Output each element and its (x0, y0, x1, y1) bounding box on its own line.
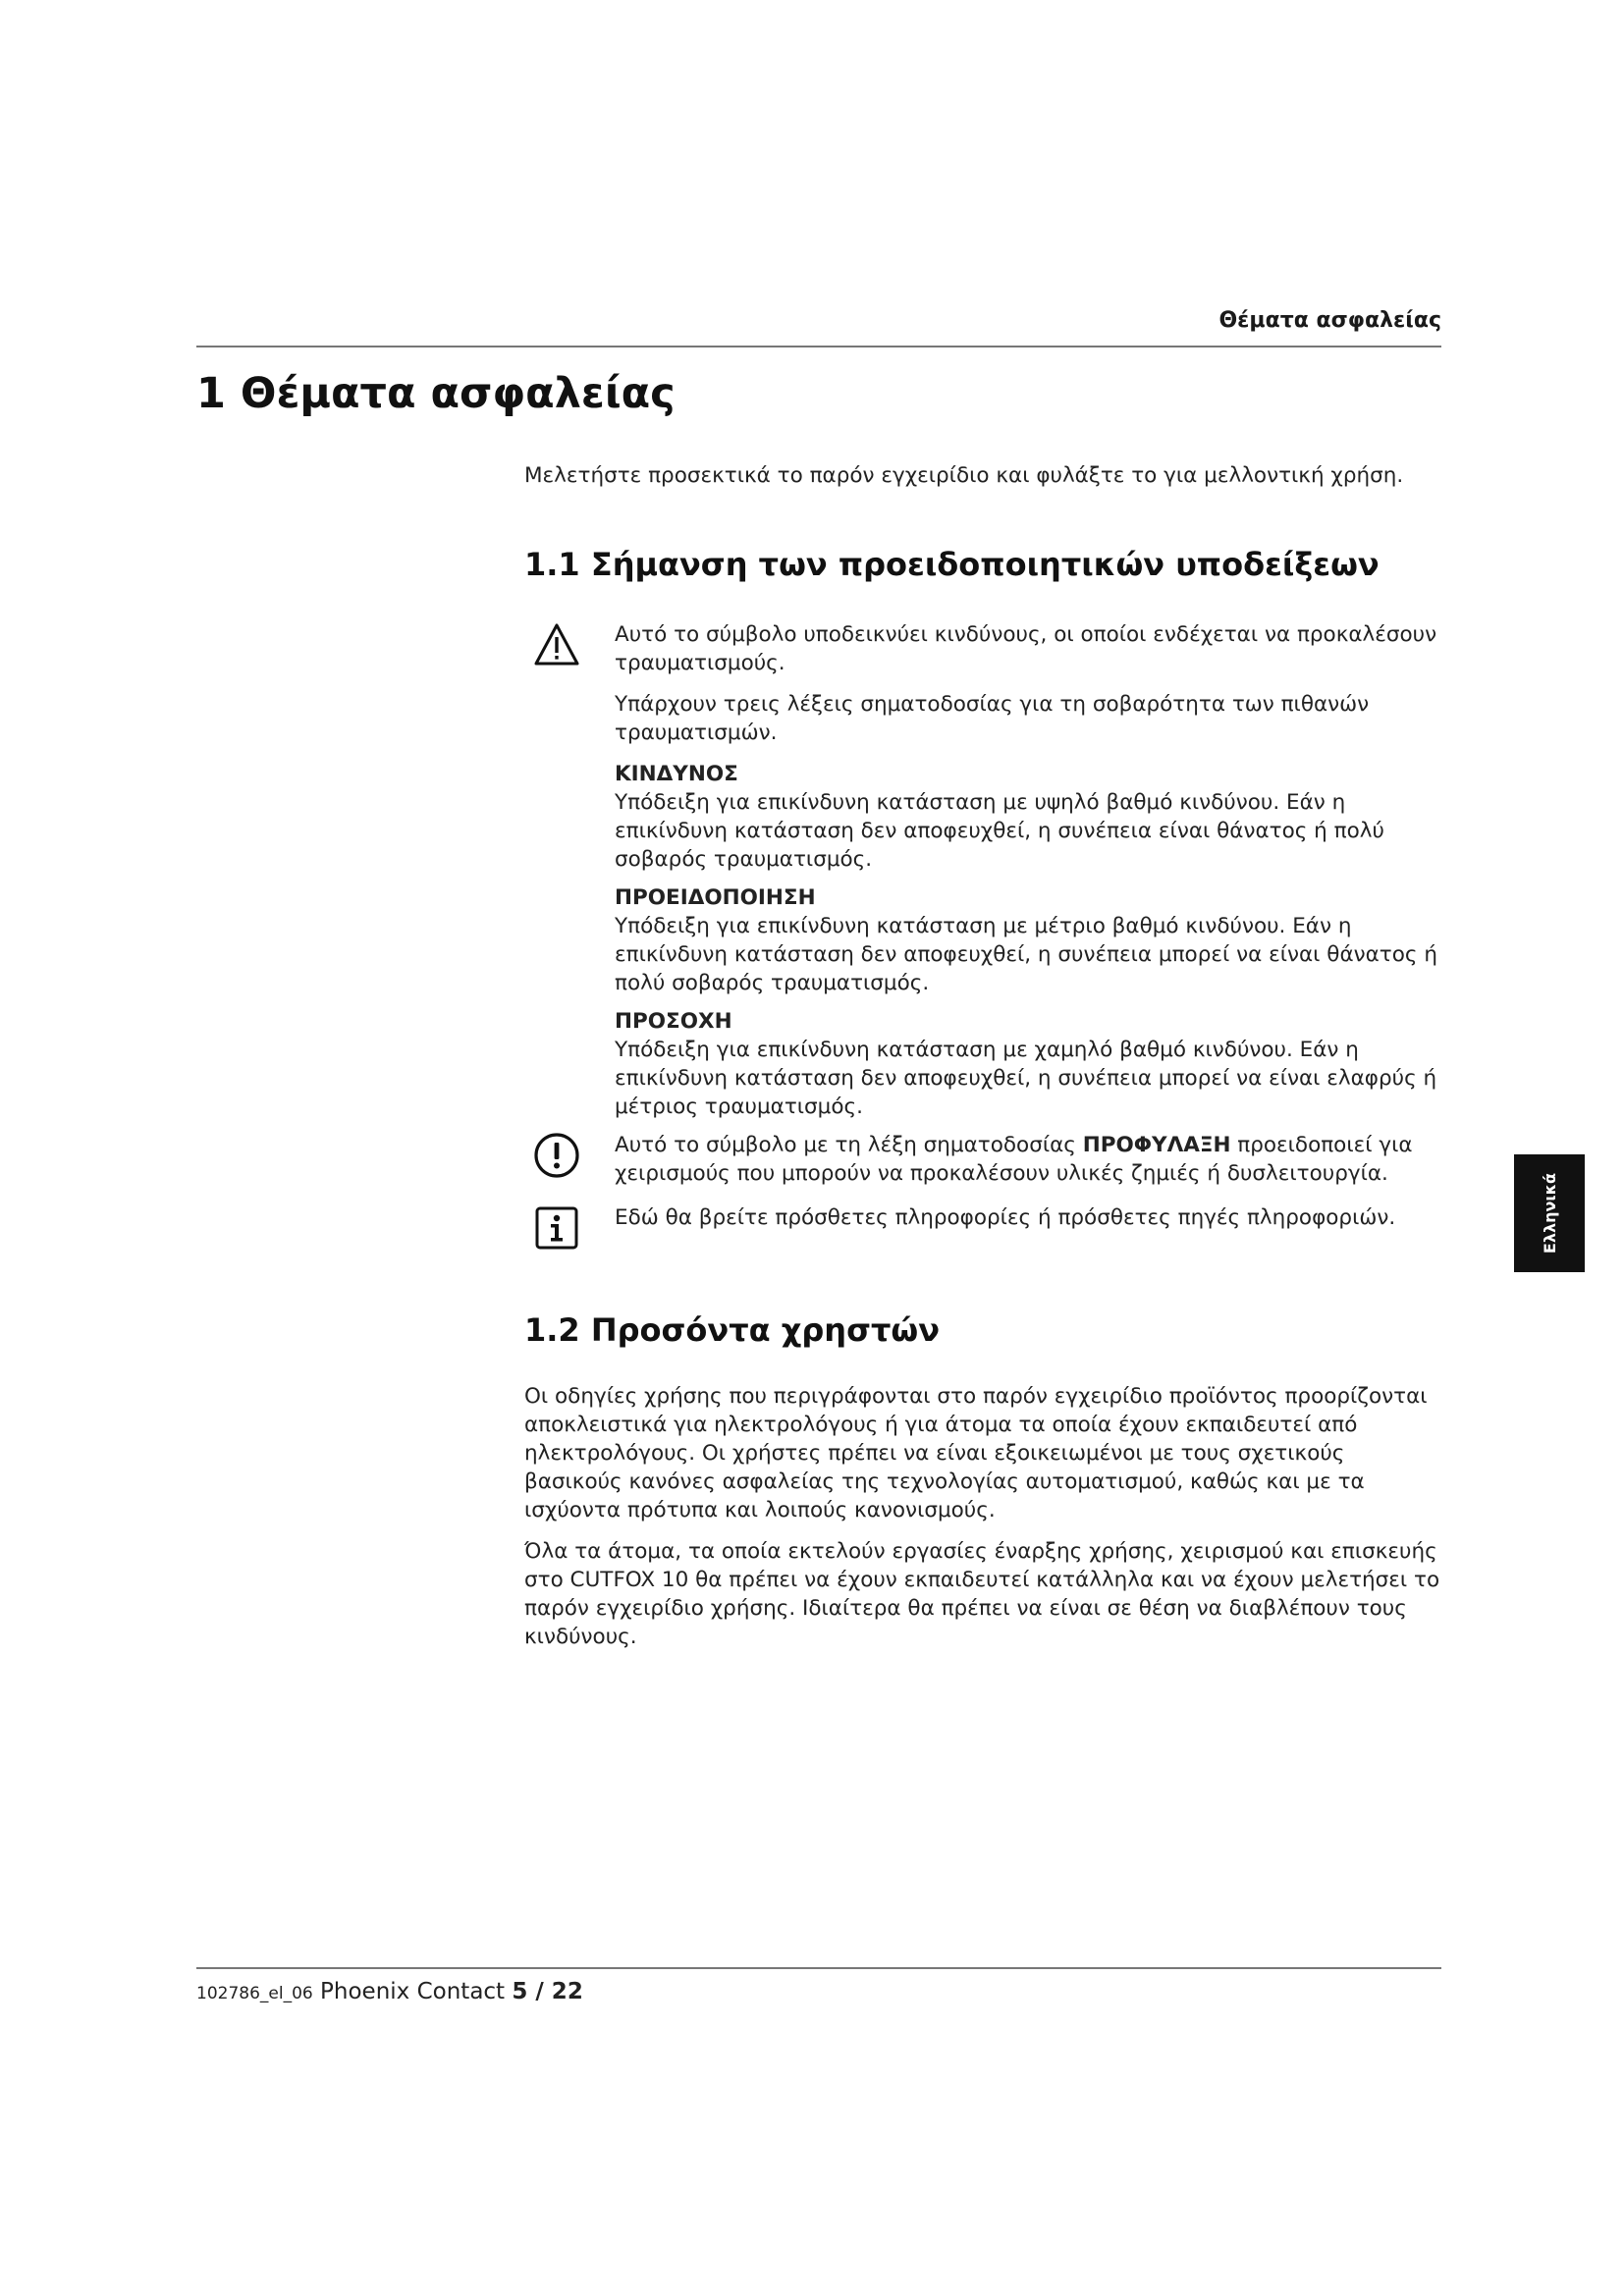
section-1-1-heading: 1.1 Σήμανση των προειδοποιητικών υποδείξεων (524, 546, 1380, 583)
company-name: Phoenix Contact (320, 1979, 506, 2004)
language-side-tab (1514, 1154, 1585, 1272)
qualification-paragraph-2: Όλα τα άτομα, τα οποία εκτελούν εργασίες έναρξης χρήσης, χειρισμού και επισκευής στο CUTFOX 10 θα πρέπει να έχουν εκπαιδευτεί κατάλληλα και να έχουν μελετήσει το παρόν εγχειρίδιο χρήσης. Ιδιαίτερα θα πρέπει να είναι σε θέση να διαβλέπουν τους κινδύνους. (524, 1539, 1440, 1649)
signal-description-warning: Υπόδειξη για επικίνδυνη κατάσταση με μέτριο βαθμό κινδύνου. Εάν η επικίνδυνη κατάσταση δεν αποφευχθεί, η συνέπεια μπορεί να είναι θάνατος ή πολύ σοβαρός τραυματισμός. (615, 914, 1437, 995)
chapter-title: 1 Θέματα ασφαλείας (196, 369, 676, 418)
signal-word-caution: ΠΡΟΣΟΧΗ (615, 1009, 732, 1034)
signal-word-warning: ΠΡΟΕΙΔΟΠΟΙΗΣΗ (615, 885, 816, 910)
footer-rule (196, 1967, 1441, 1969)
caution-signal-word: ΠΡΟΦΥΛΑΞΗ (1082, 1133, 1231, 1157)
user-qualification-block (524, 1382, 1441, 1664)
page-number: 5 / 22 (512, 1979, 583, 2004)
running-header: Θέματα ασφαλείας (1218, 308, 1441, 333)
page-footer (196, 1979, 583, 2004)
language-tab-label: Ελληνικά (1540, 1172, 1559, 1255)
info-notice: Εδώ θα βρείτε πρόσθετες πληροφορίες ή πρόσθετες πηγές πληροφοριών. (615, 1205, 1396, 1230)
qualification-paragraph-1: Οι οδηγίες χρήσης που περιγράφονται στο παρόν εγχειρίδιο προϊόντος προορίζονται αποκλειστικά για ηλεκτρολόγους ή για άτομα τα οποία έχουν εκπαιδευτεί από ηλεκτρολόγους. Οι χρήστες πρέπει να είναι εξοικειωμένοι με τους σχετικούς βασικούς κανόνες ασφαλείας της τεχνολογίας αυτοματισμού, καθώς και με τα ισχύοντα πρότυπα και λοιπούς κανονισμούς. (524, 1384, 1428, 1522)
signal-words-intro: Υπάρχουν τρεις λέξεις σηματοδοσίας για τη σοβαρότητα των πιθανών τραυματισμών. (615, 692, 1370, 745)
info-icon (532, 1203, 581, 1253)
caution-suffix: προειδοποιεί για χειρισμούς που μπορούν να προκαλέσουν υλικές ζημιές ή δυσλειτουργία. (615, 1133, 1413, 1186)
chapter-intro: Μελετήστε προσεκτικά το παρόν εγχειρίδιο και φυλάξτε το για μελλοντική χρήση. (524, 463, 1404, 488)
caution-prefix: Αυτό το σύμβολο με τη λέξη σηματοδοσίας (615, 1133, 1083, 1157)
property-damage-notice (615, 1131, 1441, 1188)
exclamation-circle-icon (532, 1131, 581, 1180)
signal-word-danger: ΚΙΝΔΥΝΟΣ (615, 762, 738, 786)
signal-description-caution: Υπόδειξη για επικίνδυνη κατάσταση με χαμηλό βαθμό κινδύνου. Εάν η επικίνδυνη κατάσταση δεν αποφευχθεί, η συνέπεια μπορεί να είναι ελαφρύς ή μέτριος τραυματισμός. (615, 1038, 1437, 1119)
warning-icon-description: Αυτό το σύμβολο υποδεικνύει κινδύνους, οι οποίοι ενδέχεται να προκαλέσουν τραυματισμούς. (615, 622, 1437, 675)
signal-description-danger: Υπόδειξη για επικίνδυνη κατάσταση με υψηλό βαθμό κινδύνου. Εάν η επικίνδυνη κατάσταση δεν αποφευχθεί, η συνέπεια είναι θάνατος ή πολύ σοβαρός τραυματισμός. (615, 790, 1384, 872)
warning-triangle-icon (532, 620, 581, 669)
header-rule (196, 346, 1441, 347)
document-id: 102786_el_06 (196, 1984, 313, 2003)
warning-block (615, 620, 1441, 1131)
section-1-2-heading: 1.2 Προσόντα χρηστών (524, 1311, 941, 1349)
